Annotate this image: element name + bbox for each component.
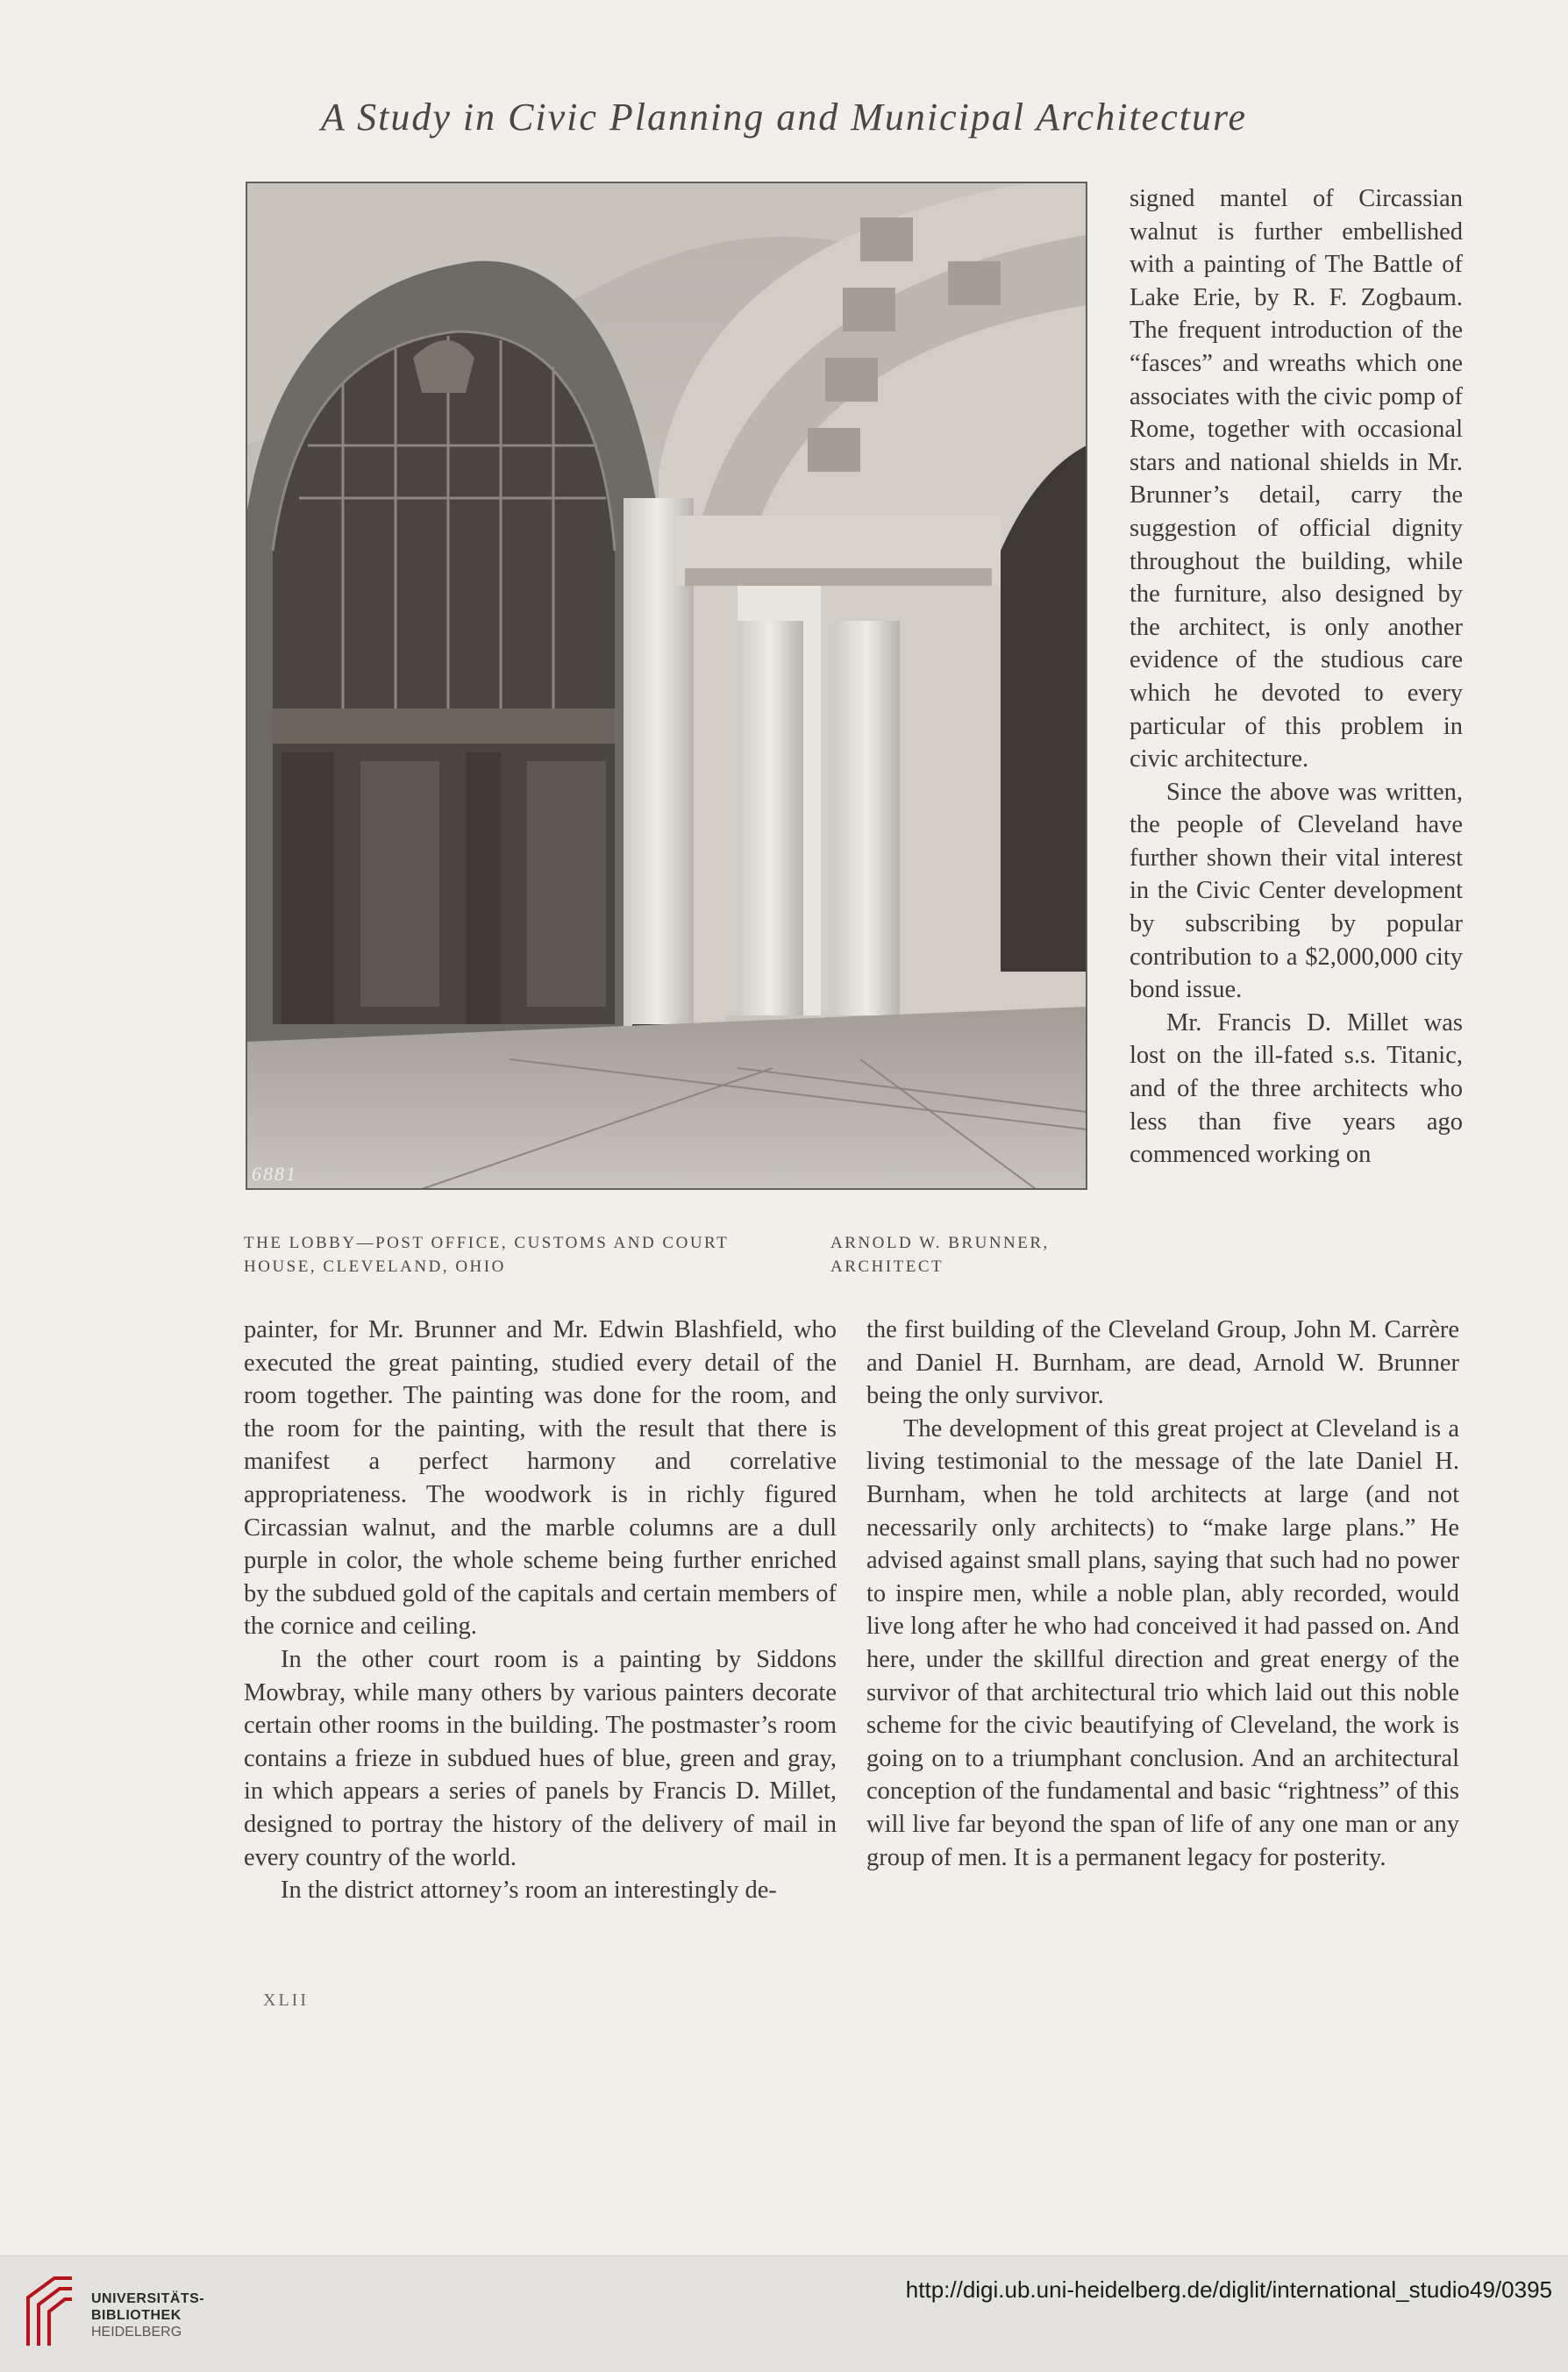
page-number: XLII <box>263 1991 309 2010</box>
photo-caption: THE LOBBY—POST OFFICE, CUSTOMS AND COURT HOUSE, CLEVELAND, OHIO <box>244 1234 729 1276</box>
permalink[interactable]: http://digi.ub.uni-heidelberg.de/diglit/international_studio49/0395 <box>905 2276 1552 2303</box>
lobby-photograph <box>246 182 1087 1190</box>
paragraph: In the other court room is a painting by Siddons Mowbray, while many others by various painters decorate certain other rooms in the building. The postmaster’s room contains a frieze in subdued hues of blue, green and gray, in which appears a series of panels by Francis D. Millet, designed to portray the history of the delivery of mail in every country of the world. <box>244 1645 837 1871</box>
library-footer <box>0 2255 1568 2372</box>
paragraph: signed mantel of Circassian walnut is further embellished with a painting of The Battle of Lake Erie, by R. F. Zogbaum. The frequent introduction of the “fasces” and wreaths which one associates with the civic pomp of Rome, together with occasional stars and national shields in Mr. Brunner’s detail, carry the suggestion of official dignity throughout the building, while the furniture, also designed by the architect, is only another evidence of the studious care which he devoted to every particular of this problem in civic architecture. <box>1130 185 1463 773</box>
right-column-top <box>1130 182 1463 1172</box>
photo-credit: ARNOLD W. BRUNNER, ARCHITECT <box>830 1234 1050 1276</box>
paragraph: In the district attorney’s room an interestingly de- <box>281 1877 777 1905</box>
library-line: HEIDELBERG <box>91 2325 182 2340</box>
paragraph: painter, for Mr. Brunner and Mr. Edwin Blashfield, who executed the great painting, studied every detail of the room together. The painting was done for the room, and the room for the painting, with the result that there is manifest a perfect harmony and correlative appropriateness. The woodwork is in richly figured Circassian walnut, and the marble columns are a dull purple in color, the whole scheme being further enriched by the subdued gold of the capitals and certain members of the cornice and ceiling. <box>244 1316 837 1641</box>
right-column-bottom <box>866 1314 1459 1874</box>
running-title: A Study in Civic Planning and Municipal Architecture <box>321 96 1247 139</box>
library-line: BIBLIOTHEK <box>91 2308 182 2323</box>
library-line: UNIVERSITÄTS- <box>91 2291 205 2306</box>
lobby-photo-drawing <box>246 182 1087 1189</box>
paragraph: the first building of the Cleveland Group, John M. Carrère and Daniel H. Burnham, are dead, Arnold W. Brunner being the only survivor. <box>866 1316 1459 1410</box>
paragraph: Mr. Francis D. Millet was lost on the ill-fated s.s. Titanic, and of the three architects who less than five years ago commenced working on <box>1130 1008 1463 1169</box>
paragraph: Since the above was written, the people of Cleveland have further shown their vital interest in the Civic Center development by subscribing by popular contribution to a $2,000,000 city bond issue. <box>1130 778 1463 1004</box>
library-logo-icon <box>19 2271 81 2350</box>
library-name <box>91 2290 204 2340</box>
paragraph: The development of this great project at Cleveland is a living testimonial to the message of the late Daniel H. Burnham, when he told architects at large (and not necessarily only architects) to “make large plans.” He advised against small plans, saying that such had no power to inspire men, while a noble plan, ably recorded, would live long after he who had conceived it had passed on. And here, under the skillful direction and great energy of the survivor of that architectural trio which laid out this noble scheme for the civic beautifying of Cleveland, the work is going on to a triumphant conclusion. And an architectural conception of the fundamental and basic “rightness” of this will live far beyond the span of life of any one man or any group of men. It is a permanent legacy for posterity. <box>866 1414 1459 1871</box>
left-column <box>244 1314 837 1907</box>
plate-number: 6881 <box>252 1163 297 1185</box>
